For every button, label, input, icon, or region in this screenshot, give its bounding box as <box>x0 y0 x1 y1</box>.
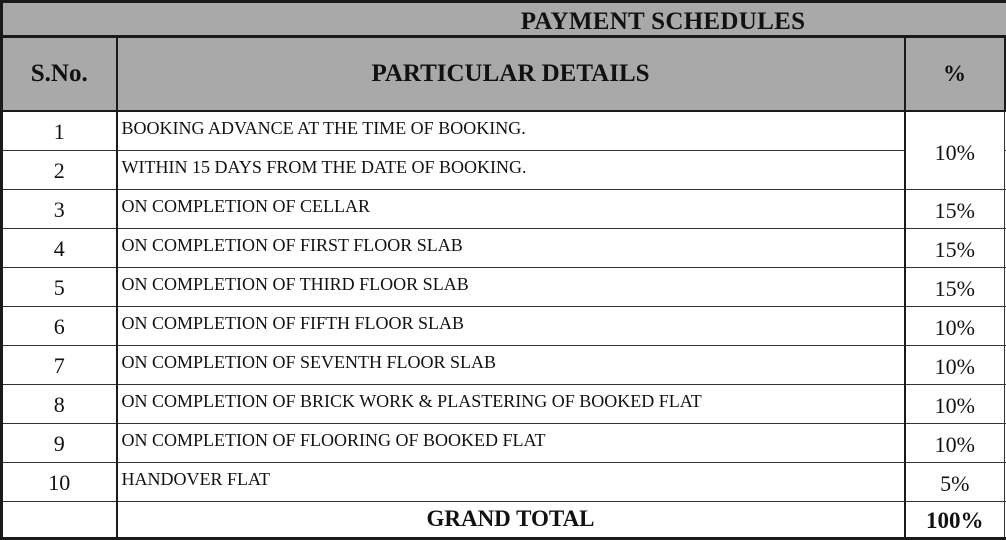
row-details: WITHIN 15 DAYS FROM THE DATE OF BOOKING. <box>117 151 905 190</box>
row-details: HANDOVER FLAT <box>117 463 905 502</box>
table-row <box>2 307 1006 346</box>
row-percent: 5% <box>905 463 1005 502</box>
sno-header: S.No. <box>2 38 117 111</box>
table-row <box>2 268 1006 307</box>
row-sno: 8 <box>2 385 117 424</box>
row-details: ON COMPLETION OF FLOORING OF BOOKED FLAT <box>117 424 905 463</box>
table-row <box>2 346 1006 385</box>
row-sno: 6 <box>2 307 117 346</box>
grand-total-percent: 100% <box>905 502 1005 539</box>
table-row <box>2 229 1006 268</box>
table-row <box>2 190 1006 229</box>
row-sno: 2 <box>2 151 117 190</box>
row-sno: 3 <box>2 190 117 229</box>
header-row <box>2 38 1006 111</box>
table-row <box>2 424 1006 463</box>
table-row <box>2 385 1006 424</box>
row-sno: 4 <box>2 229 117 268</box>
table-row <box>2 111 1006 151</box>
row-sno: 7 <box>2 346 117 385</box>
table-row <box>2 463 1006 502</box>
row-details: ON COMPLETION OF CELLAR <box>117 190 905 229</box>
row-details: ON COMPLETION OF BRICK WORK & PLASTERING OF BOOKED FLAT <box>117 385 905 424</box>
row-details: ON COMPLETION OF THIRD FLOOR SLAB <box>117 268 905 307</box>
row-percent: 10% <box>905 346 1005 385</box>
payment-schedule-table <box>0 38 1006 540</box>
title-bar <box>0 0 1006 38</box>
row-percent: 10% <box>905 111 1005 190</box>
grand-total-label: GRAND TOTAL <box>117 502 905 539</box>
row-details: ON COMPLETION OF FIRST FLOOR SLAB <box>117 229 905 268</box>
row-percent: 15% <box>905 229 1005 268</box>
row-percent: 15% <box>905 190 1005 229</box>
percent-header: % <box>905 38 1005 111</box>
row-details: BOOKING ADVANCE AT THE TIME OF BOOKING. <box>117 111 905 151</box>
grand-total-row <box>2 502 1006 539</box>
row-percent: 15% <box>905 268 1005 307</box>
row-percent: 10% <box>905 307 1005 346</box>
page-title: PAYMENT SCHEDULES <box>3 3 1006 38</box>
row-sno: 1 <box>2 111 117 151</box>
row-sno: 5 <box>2 268 117 307</box>
row-details: ON COMPLETION OF FIFTH FLOOR SLAB <box>117 307 905 346</box>
row-sno: 9 <box>2 424 117 463</box>
row-percent: 10% <box>905 424 1005 463</box>
row-sno: 10 <box>2 463 117 502</box>
table-row <box>2 151 1006 190</box>
total-sno-empty <box>2 502 117 539</box>
particulars-header: PARTICULAR DETAILS <box>117 38 905 111</box>
row-percent: 10% <box>905 385 1005 424</box>
row-details: ON COMPLETION OF SEVENTH FLOOR SLAB <box>117 346 905 385</box>
